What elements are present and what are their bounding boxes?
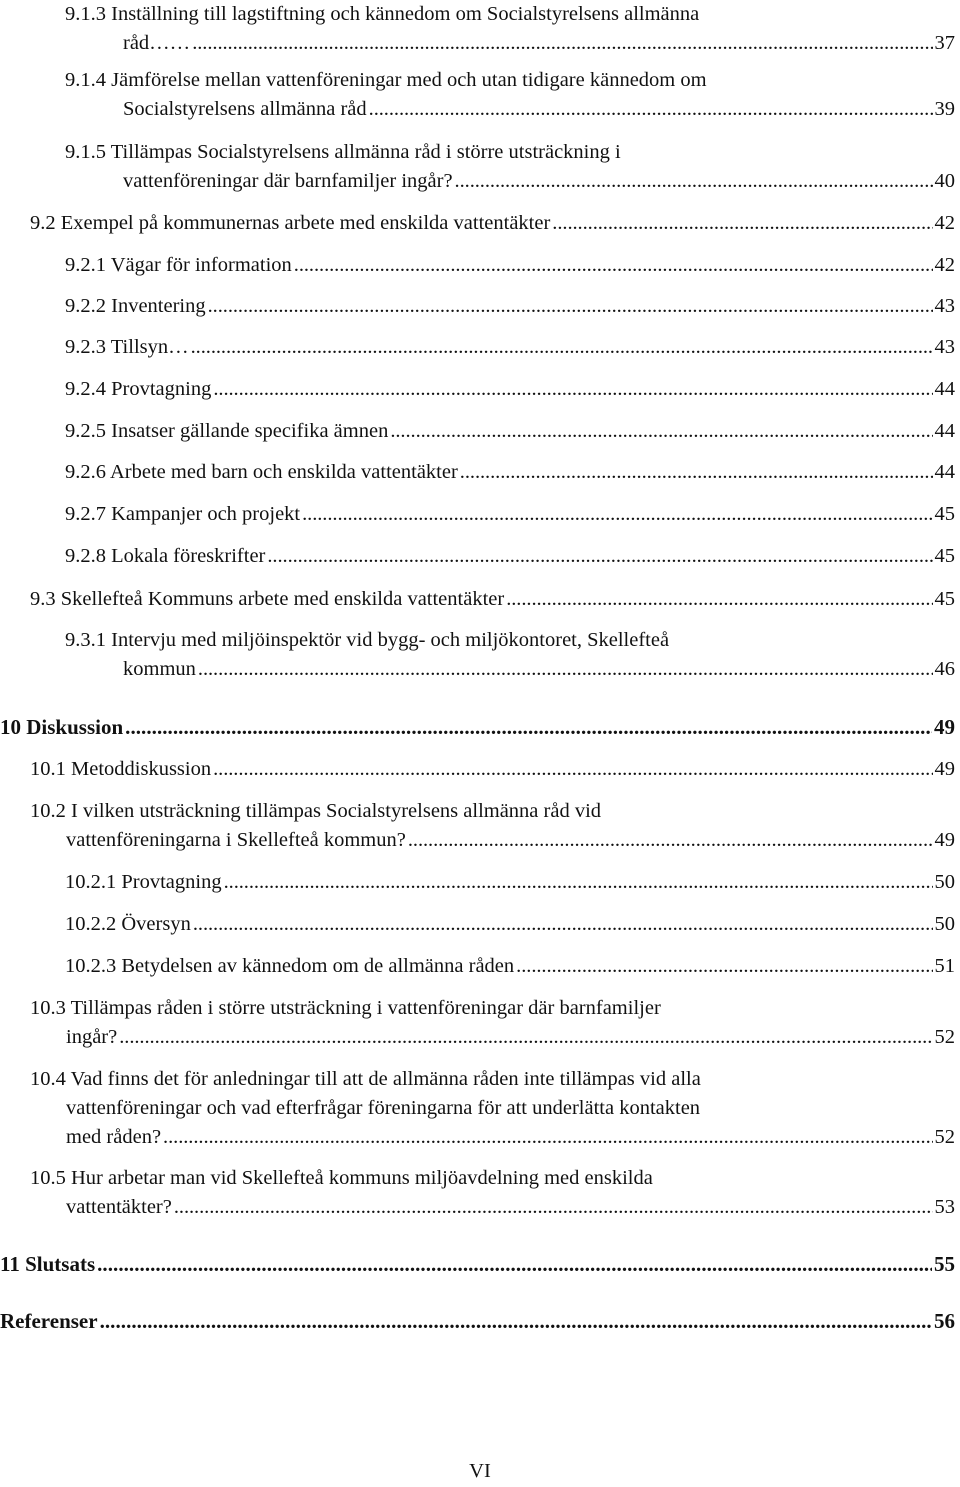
toc-entry[interactable] [30,585,955,614]
toc-page-number: 52 [934,1026,955,1048]
toc-entry-title-line: 10.2 I vilken utsträckning tillämpas Socialstyrelsens allmänna råd vid [30,800,602,822]
toc-entry[interactable] [65,138,955,196]
toc-page-number: 44 [934,461,955,483]
toc-entry-title: 9.2 Exempel på kommunernas arbete med enskilda vattentäkter [30,212,551,234]
dot-leader [198,655,933,684]
toc-page-number: 51 [934,955,955,977]
dot-leader [191,333,933,362]
toc-entry-title: 10.2.3 Betydelsen av kännedom om de allmänna råden [65,955,515,977]
dot-leader [460,458,933,487]
toc-page-number: 44 [934,420,955,442]
toc-entry-title: 10 Diskussion [0,715,124,739]
toc-entry-title: kommun [123,658,196,680]
toc-entry[interactable] [65,626,955,684]
toc-entry[interactable] [65,66,955,124]
toc-page-number: 55 [934,1252,955,1276]
toc-entry-chapter[interactable] [0,1307,955,1336]
toc-entry-title: Socialstyrelsens allmänna råd [123,98,367,120]
page-number-footer: VI [469,1460,491,1482]
toc-entry-title-line: 9.1.5 Tillämpas Socialstyrelsens allmänna råd i större utsträckning i [65,141,621,163]
dot-leader [294,251,933,280]
dot-leader [174,1193,933,1222]
toc-entry-title-line: 10.3 Tillämpas råden i större utsträckning i vattenföreningar där barnfamiljer [30,997,661,1019]
dot-leader [213,375,932,404]
toc-entry[interactable] [30,209,955,238]
toc-entry-title-line: 9.1.4 Jämförelse mellan vattenföreningar med och utan tidigare kännedom om [65,69,707,91]
toc-entry[interactable] [65,333,955,362]
toc-page-number: 46 [934,658,955,680]
toc-entry[interactable] [65,868,955,897]
toc-entry-title: 10.2.2 Översyn [65,913,191,935]
toc-entry[interactable] [30,797,955,855]
toc-entry-title: 9.2.7 Kampanjer och projekt [65,503,301,525]
toc-entry[interactable] [30,1065,955,1152]
toc-entry[interactable] [65,542,955,571]
toc-entry-title: Referenser [0,1309,98,1333]
toc-entry-title: 9.2.3 Tillsyn… [65,336,189,358]
toc-entry-title: vattentäkter? [66,1196,172,1218]
toc-entry[interactable] [30,755,955,784]
toc-entry-title: 10.1 Metoddiskussion [30,758,212,780]
dot-leader [192,29,932,58]
toc-entry-title: råd…… [123,32,191,54]
toc-page-number: 45 [934,545,955,567]
dot-leader [193,910,933,939]
dot-leader [213,755,932,784]
toc-page-number: 37 [934,32,955,54]
toc-entry[interactable] [65,251,955,280]
toc-entry-title: 10.2.1 Provtagning [65,871,222,893]
toc-entry[interactable] [65,417,955,446]
toc-entry-chapter[interactable] [0,1250,955,1279]
toc-entry[interactable] [30,994,955,1052]
toc-page-number: 50 [934,871,955,893]
toc-page-number: 43 [934,295,955,317]
toc-entry-title: 9.2.8 Lokala föreskrifter [65,545,266,567]
toc-page-number: 53 [934,1196,955,1218]
toc-entry-title: 11 Slutsats [0,1252,96,1276]
toc-entry-title-line: 10.4 Vad finns det för anledningar till att de allmänna råden inte tillämpas vid alla [30,1068,701,1090]
toc-page-number: 42 [934,254,955,276]
dot-leader [390,417,932,446]
dot-leader [369,95,933,124]
dot-leader [163,1123,932,1152]
toc-entry-title: med råden? [66,1126,162,1148]
toc-entry-title-line: 9.1.3 Inställning till lagstiftning och kännedom om Socialstyrelsens allmänna [65,3,700,25]
dot-leader [208,292,933,321]
dot-leader [516,952,932,981]
toc-entry-title: 9.3 Skellefteå Kommuns arbete med enskilda vattentäkter [30,588,505,610]
dot-leader [552,209,932,238]
toc-page-number: 49 [934,829,955,851]
toc-page-number: 56 [934,1309,955,1333]
dot-leader [455,167,933,196]
toc-entry-title: vattenföreningar där barnfamiljer ingår? [123,170,453,192]
toc-entry-title-line: 9.3.1 Intervju med miljöinspektör vid bygg- och miljökontoret, Skellefteå [65,629,670,651]
toc-entry[interactable] [65,952,955,981]
dot-leader [267,542,932,571]
toc-entry-chapter[interactable] [0,713,955,742]
toc-page-number: 49 [934,715,955,739]
toc-page-number: 39 [934,98,955,120]
toc-entry-title: 9.2.1 Vägar för information [65,254,292,276]
toc-page-number: 42 [934,212,955,234]
toc-page-number: 40 [934,170,955,192]
dot-leader [224,868,933,897]
toc-entry[interactable] [65,500,955,529]
toc-page-number: 44 [934,378,955,400]
dot-leader [119,1023,932,1052]
toc-entry[interactable] [65,292,955,321]
toc-page-number: 45 [934,588,955,610]
toc-entry-title: 9.2.2 Inventering [65,295,206,317]
toc-entry-title-line: vattenföreningar och vad efterfrågar föreningarna för att underlätta kontakten [66,1097,701,1119]
toc-entry-title: 9.2.5 Insatser gällande specifika ämnen [65,420,389,442]
toc-entry[interactable] [65,458,955,487]
dot-leader [302,500,932,529]
toc-entry[interactable] [65,910,955,939]
toc-entry[interactable] [65,375,955,404]
toc-page-number: 43 [934,336,955,358]
toc-entry-title: ingår? [66,1026,118,1048]
dot-leader [408,826,933,855]
toc-entry[interactable] [30,1164,955,1222]
dot-leader [506,585,932,614]
dot-leader [125,713,932,742]
dot-leader [97,1250,932,1279]
dot-leader [100,1307,932,1336]
toc-page-number: 52 [934,1126,955,1148]
toc-page-number: 49 [934,758,955,780]
toc-entry-title: 9.2.4 Provtagning [65,378,212,400]
toc-entry-title-line: 10.5 Hur arbetar man vid Skellefteå kommuns miljöavdelning med enskilda [30,1167,653,1189]
toc-entry-title: vattenföreningarna i Skellefteå kommun? [66,829,406,851]
toc-entry[interactable] [65,0,955,58]
toc-page-number: 45 [934,503,955,525]
toc-entry-title: 9.2.6 Arbete med barn och enskilda vattentäkter [65,461,458,483]
toc-page-number: 50 [934,913,955,935]
